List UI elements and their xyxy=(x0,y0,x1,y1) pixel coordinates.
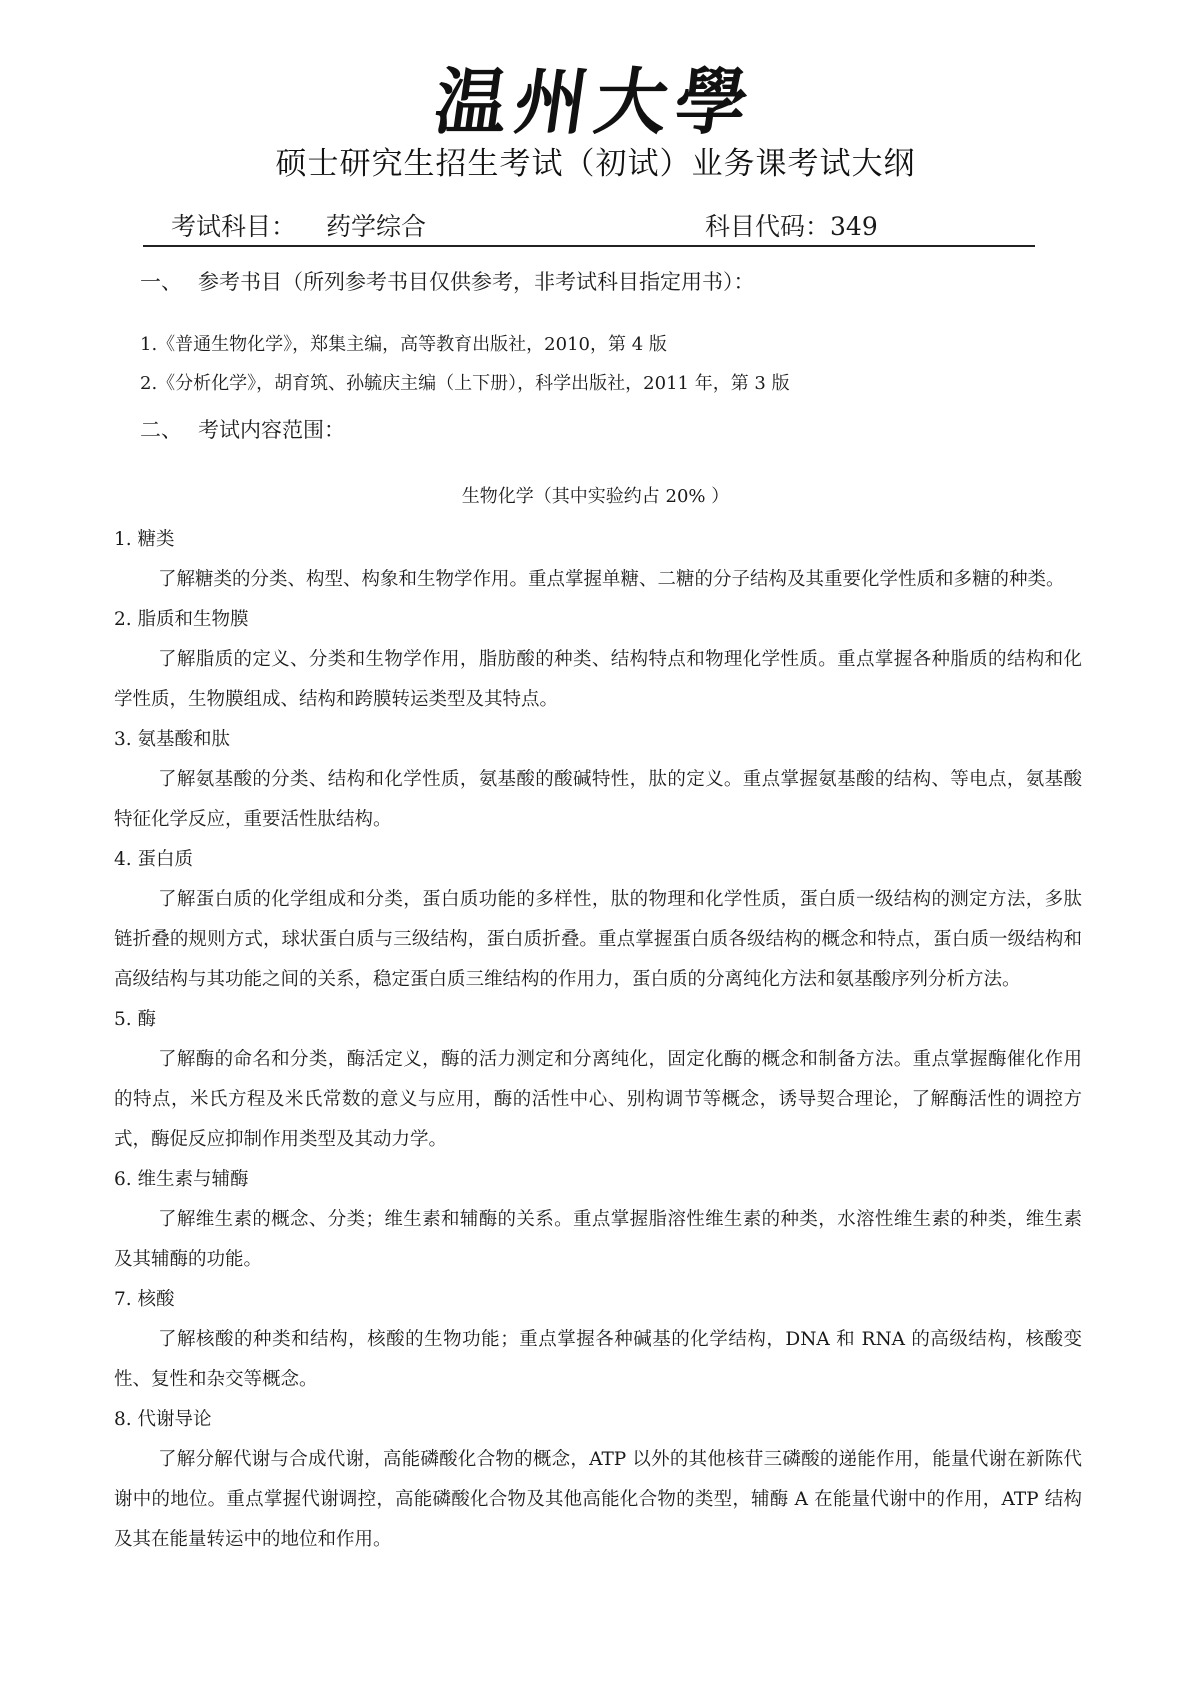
reference-item: 1.《普通生物化学》，郑集主编，高等教育出版社，2010，第 4 版 xyxy=(140,334,667,355)
topic-title: 7. 核酸 xyxy=(114,1289,175,1310)
topic-body: 了解酶的命名和分类，酶活定义，酶的活力测定和分离纯化，固定化酶的概念和制备方法。重点掌握酶催化作用的特点，米氏方程及米氏常数的意义与应用，酶的活性中心、别构调节等概念，诱导契合理论，了解酶活性的调控方式，酶促反应抑制作用类型及其动力学。 xyxy=(114,1049,1082,1150)
topic-title: 1. 糖类 xyxy=(114,529,175,550)
topic-item xyxy=(114,600,1082,720)
reference-item: 2.《分析化学》，胡育筑、孙毓庆主编（上下册），科学出版社，2011 年，第 3 版 xyxy=(140,373,790,394)
topic-title: 6. 维生素与辅酶 xyxy=(114,1169,249,1190)
topic-body: 了解糖类的分类、构型、构象和生物学作用。重点掌握单糖、二糖的分子结构及其重要化学性质和多糖的种类。 xyxy=(158,569,1065,590)
subject-label: 考试科目： xyxy=(171,212,297,241)
topic-item xyxy=(114,1280,1082,1400)
section-1-number: 一、 xyxy=(140,270,182,294)
topic-body: 了解蛋白质的化学组成和分类，蛋白质功能的多样性，肽的物理和化学性质，蛋白质一级结构的测定方法，多肽链折叠的规则方式，球状蛋白质与三级结构，蛋白质折叠。重点掌握蛋白质各级结构的概念和特点，蛋白质一级结构和高级结构与其功能之间的关系，稳定蛋白质三维结构的作用力，蛋白质的分离纯化方法和氨基酸序列分析方法。 xyxy=(114,889,1082,990)
topic-title: 5. 酶 xyxy=(114,1009,157,1030)
topic-title: 8. 代谢导论 xyxy=(114,1409,212,1430)
topic-item xyxy=(114,720,1082,840)
document-subtitle: 硕士研究生招生考试（初试）业务课考试大纲 xyxy=(275,146,916,182)
topic-item xyxy=(114,1400,1082,1560)
topic-body: 了解分解代谢与合成代谢，高能磷酸化合物的概念，ATP 以外的其他核苷三磷酸的递能作用，能量代谢在新陈代谢中的地位。重点掌握代谢调控，高能磷酸化合物及其他高能化合物的类型，辅酶 A 在能量代谢中的作用，ATP 结构及其在能量转运中的地位和作用。 xyxy=(114,1449,1082,1550)
topic-body: 了解维生素的概念、分类；维生素和辅酶的关系。重点掌握脂溶性维生素的种类，水溶性维生素的种类，维生素及其辅酶的功能。 xyxy=(114,1209,1082,1270)
topic-item xyxy=(114,840,1082,1000)
topic-item xyxy=(114,520,1082,600)
subject-code-value: 349 xyxy=(830,212,878,241)
topic-list xyxy=(114,520,1082,1560)
topic-body: 了解脂质的定义、分类和生物学作用，脂肪酸的种类、结构特点和物理化学性质。重点掌握各种脂质的结构和化学性质，生物膜组成、结构和跨膜转运类型及其特点。 xyxy=(114,649,1082,710)
university-logo: 温州大學 xyxy=(429,59,762,144)
topic-item xyxy=(114,1000,1082,1160)
topic-body: 了解核酸的种类和结构，核酸的生物功能；重点掌握各种碱基的化学结构，DNA 和 RNA 的高级结构，核酸变性、复性和杂交等概念。 xyxy=(114,1329,1082,1390)
section-1-title: 参考书目（所列参考书目仅供参考，非考试科目指定用书）： xyxy=(198,270,755,294)
topic-item xyxy=(114,1160,1082,1280)
subsection-title: 生物化学（其中实验约占 20% ） xyxy=(461,486,730,507)
section-2-number: 二、 xyxy=(140,418,182,442)
subject-field xyxy=(171,207,426,243)
section-2-title: 考试内容范围： xyxy=(198,418,345,442)
topic-title: 4. 蛋白质 xyxy=(114,849,194,870)
section-1-heading xyxy=(140,270,755,295)
section-2-heading xyxy=(140,418,345,443)
topic-title: 3. 氨基酸和肽 xyxy=(114,729,231,750)
subject-code-label: 科目代码： xyxy=(705,212,831,241)
subject-info-row xyxy=(143,205,1035,247)
topic-body: 了解氨基酸的分类、结构和化学性质，氨基酸的酸碱特性，肽的定义。重点掌握氨基酸的结构、等电点，氨基酸特征化学反应，重要活性肽结构。 xyxy=(114,769,1082,830)
subject-code-field xyxy=(705,207,878,243)
subject-value: 药学综合 xyxy=(326,212,427,241)
topic-title: 2. 脂质和生物膜 xyxy=(114,609,249,630)
